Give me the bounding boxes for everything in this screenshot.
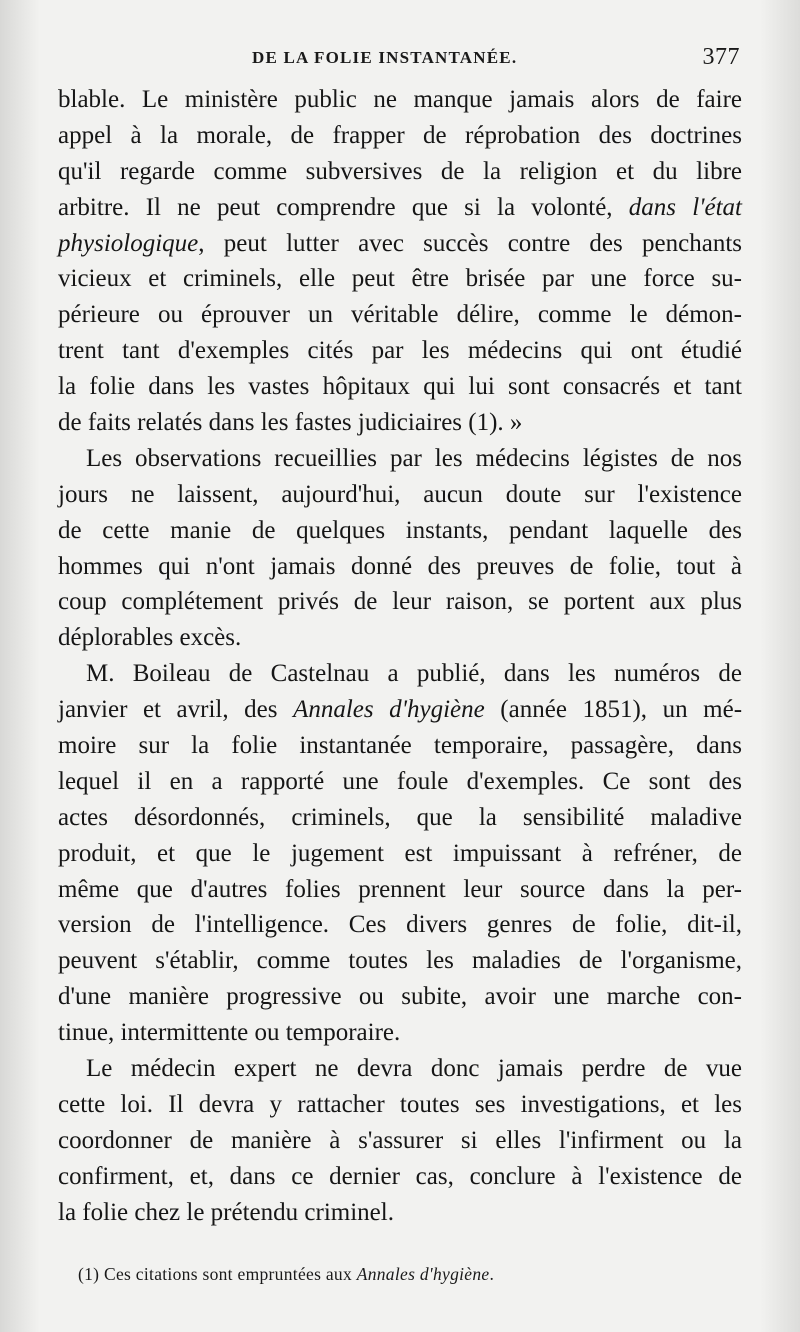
text-line: appel à la morale, de frapper de réprobation des doctrines: [58, 121, 742, 149]
running-title: DE LA FOLIE INSTANTANÉE.: [252, 48, 518, 67]
text-line: M. Boileau de Castelnau a publié, dans les numéros de: [86, 660, 742, 688]
body-text: [58, 82, 742, 1231]
text-line: janvier et avril, des Annales d'hygiène (année 1851), un mé-: [58, 696, 743, 724]
text-line: arbitre. Il ne peut comprendre que si la volonté, dans l'état: [58, 193, 742, 221]
text-line: jours ne laissent, aujourd'hui, aucun doute sur l'existence: [58, 480, 742, 508]
text-line: coordonner de manière à s'assurer si elles l'infirment ou la: [58, 1126, 742, 1154]
text-line: lequel il en a rapporté une foule d'exemples. Ce sont des: [58, 767, 742, 795]
paragraph-3: [58, 656, 742, 1051]
text-line: produit, et que le jugement est impuissant à refréner, de: [58, 839, 742, 867]
text-line: vicieux et criminels, elle peut être brisée par une force su-: [58, 265, 742, 293]
text-line: de cette manie de quelques instants, pendant laquelle des: [58, 516, 742, 544]
text-line: moire sur la folie instantanée temporaire, passagère, dans: [58, 732, 742, 760]
text-line: confirment, et, dans ce dernier cas, conclure à l'existence de: [58, 1162, 742, 1190]
page-shadow-right: [760, 0, 800, 1332]
paragraph-4: [58, 1051, 742, 1230]
text-line: d'une manière progressive ou subite, avoir une marche con-: [58, 983, 742, 1011]
text-line: même que d'autres folies prennent leur source dans la per-: [58, 875, 742, 903]
footnote: (1) Ces citations sont empruntées aux Annales d'hygiène.: [78, 1264, 495, 1284]
running-header: [60, 46, 740, 76]
text-line: Les observations recueillies par les médecins légistes de nos: [86, 444, 742, 472]
page-shadow-left: [0, 0, 40, 1332]
text-line: cette loi. Il devra y rattacher toutes ses investigations, et les: [58, 1090, 742, 1118]
text-line: blable. Le ministère public ne manque jamais alors de faire: [58, 86, 742, 113]
paragraph-1: [58, 82, 742, 441]
text-line: peuvent s'établir, comme toutes les maladies de l'organisme,: [58, 947, 742, 975]
paragraph-2: [58, 441, 742, 656]
text-line: Le médecin expert ne devra donc jamais perdre de vue: [86, 1055, 742, 1083]
text-line: déplorables excès.: [58, 624, 242, 652]
text-line: périeure ou éprouver un véritable délire, comme le démon-: [58, 301, 742, 329]
text-line: de faits relatés dans les fastes judiciaires (1). »: [58, 409, 523, 437]
page-number: 377: [702, 44, 740, 70]
text-line: hommes qui n'ont jamais donné des preuves de folie, tout à: [58, 552, 742, 580]
text-line: coup complétement privés de leur raison, se portent aux plus: [58, 588, 742, 616]
text-line: trent tant d'exemples cités par les médecins qui ont étudié: [58, 337, 742, 365]
text-line: la folie dans les vastes hôpitaux qui lui sont consacrés et tant: [58, 373, 742, 401]
text-line: actes désordonnés, criminels, que la sensibilité maladive: [58, 803, 742, 831]
text-line: la folie chez le prétendu criminel.: [58, 1198, 394, 1226]
text-line: qu'il regarde comme subversives de la religion et du libre: [58, 157, 742, 185]
text-line: tinue, intermittente ou temporaire.: [58, 1019, 401, 1047]
text-line: physiologique, peut lutter avec succès contre des penchants: [58, 229, 742, 257]
text-line: version de l'intelligence. Ces divers genres de folie, dit-il,: [58, 911, 742, 939]
